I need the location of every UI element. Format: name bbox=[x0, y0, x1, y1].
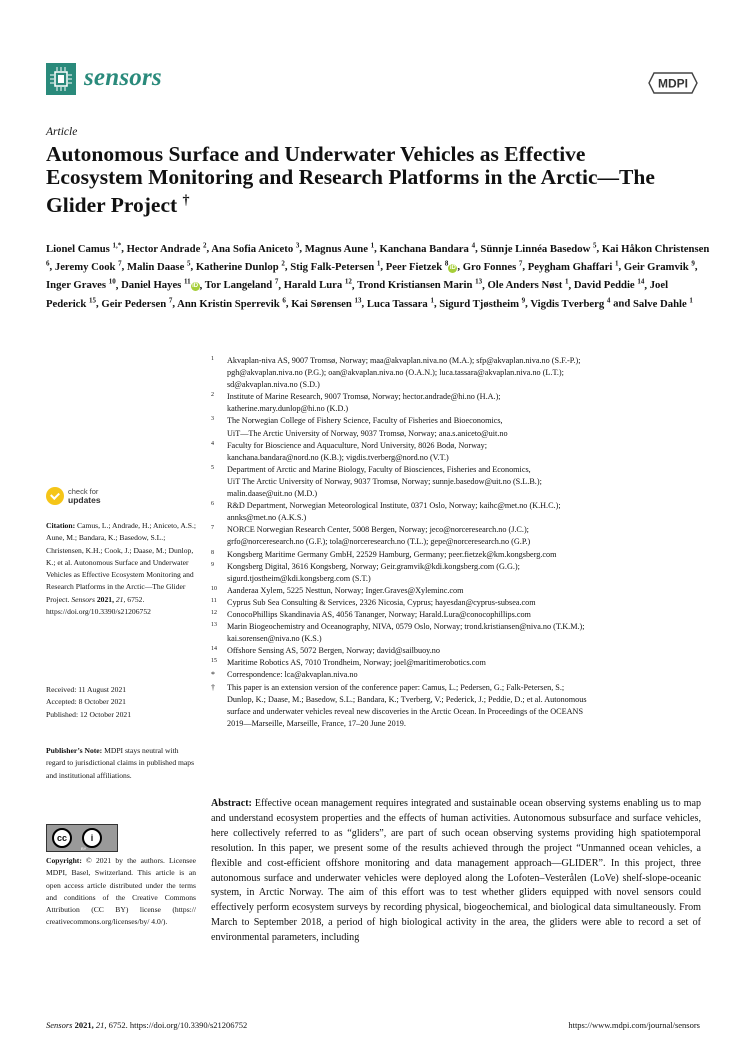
author-name: Peygham Ghaffari $^1$ bbox=[527, 259, 619, 273]
check-updates-icon bbox=[46, 487, 64, 505]
author-name: David Peddie $^{14}$ bbox=[573, 277, 645, 292]
author-name: Kai Håkon Christensen $^6$ bbox=[46, 242, 710, 268]
citation-doi-link[interactable]: https://doi.org/10.3390/s21206752 bbox=[46, 607, 151, 617]
author-name: Ann Kristin Sperrevik $^6$ bbox=[177, 296, 286, 310]
author-name: Jeremy Cook $^7$ bbox=[54, 259, 122, 273]
author-name: Harald Lura $^{12}$ bbox=[283, 277, 352, 292]
orcid-icon[interactable]: iD bbox=[192, 283, 199, 290]
affiliation-item: 7 NORCE Norwegian Research Center, 5008 Bergen, Norway; jeco@norceresearch.no (J.C.); grfo@norceresearch.no (G.F.); tola@norceresearch.no (T.L.); gepe@norceresearch.no (G.P.) bbox=[211, 525, 531, 547]
publisher-logo bbox=[648, 71, 698, 95]
author-name: Ana Sofia Aniceto $^3$ bbox=[211, 241, 300, 255]
author-name: Gro Fonnes $^7$ bbox=[462, 259, 523, 273]
author-name: Stig Falk-Petersen $^1$ bbox=[290, 259, 381, 273]
affiliation-item: 14 Offshore Sensing AS, 5072 Bergen, Norway; david@sailbuoy.no bbox=[211, 646, 440, 656]
author-name: Tor Langeland $^7$ bbox=[204, 277, 279, 292]
article-type: Article bbox=[46, 126, 78, 138]
affiliation-item: * Correspondence: lca@akvaplan.niva.no bbox=[211, 670, 358, 680]
affiliation-item: 10 Aanderaa Xylem, 5225 Nesttun, Norway; Inger.Graves@Xyleminc.com bbox=[211, 585, 464, 595]
abstract: Abstract: Effective ocean management requires integrated and sustainable ocean observing systems enabling us to map and understand ecosystem properties and the effects of human activities. Autonomous subsurface and surface vehicles, here collectively referred to as “gliders”, are part of such ocean observing systems providing high spatiotemporal resolution. In this paper, we present some of the results achieved through the project “Unmanned ocean vehicles, a flexible and cost-efficient offshore monitoring and data management approach—GLIDER”. In this project, three autonomous surface and underwater vehicles were deployed along the Lofoten–Vesterålen (LoVe) shelf-slope-oceanic system, in Arctic Norway. The aim of this effort was to test whether gliders equipped with novel sensors could effectively perform ecosystem surveys by recording physical, biogeochemical, and biological data simultaneously. From March to September 2018, a period of high biological activity in the area, the gliders were able to record a set of environmental parameters, including bbox=[211, 798, 701, 944]
author-name: Peer Fietzek $^8$iD bbox=[385, 259, 456, 273]
author-name: Trond Kristiansen Marin $^{13}$ bbox=[357, 277, 483, 292]
author-and: and bbox=[613, 297, 631, 310]
author-name: Sünnje Linnéa Basedow $^5$ bbox=[480, 241, 597, 255]
cc-icon: cc bbox=[52, 828, 72, 848]
copyright-notice: Copyright: © 2021 by the authors. Licensee MDPI, Basel, Switzerland. This article is an open access article distributed under the terms and conditions of the Creative Commons Attribution (CC BY) license (https:// creativecommons.org/licenses/by/ 4.0/). bbox=[46, 856, 196, 927]
author-name: Salve Dahle $^1$ bbox=[632, 296, 693, 310]
author-name: Vigdis Tverberg $^4$ bbox=[530, 296, 611, 310]
publication-dates: Received: 11 August 2021 Accepted: 8 October 2021 Published: 12 October 2021 bbox=[46, 685, 131, 719]
author-name: Magnus Aune $^1$ bbox=[304, 241, 375, 255]
author-name: Ole Anders Nøst $^1$ bbox=[487, 277, 569, 292]
attribution-icon: i bbox=[82, 828, 102, 848]
citation-block: Citation: Camus, L.; Andrade, H.; Aniceto, A.S.; Aune, M.; Bandara, K.; Basedow, S.L.; Christensen, K.H.; Cook, J.; Daase, M.; Dunlop, K.; et al. Autonomous Surface and Underwater Vehicles as Effective Ecosystem Monitoring and Research Platforms in the Arctic—The Glider Project. Sensors 2021, 21, 6752. https://doi.org/10.3390/s21206752 bbox=[46, 521, 196, 617]
cc-by-license-badge[interactable]: cc i BY bbox=[46, 824, 118, 852]
author-name: Geir Gramvik $^9$ bbox=[623, 259, 695, 273]
affiliation-item: 9 Kongsberg Digital, 3616 Kongsberg, Norway; Geir.gramvik@kdi.kongsberg.com (G.G.); sigurd.tjostheim@kdi.kongsberg.com (S.T.) bbox=[211, 561, 520, 583]
author-name: Lionel Camus $^{1,*}$ bbox=[46, 241, 122, 255]
footer-citation: Sensors 2021, 21, 6752. https://doi.org/10.3390/s21206752 bbox=[46, 1020, 248, 1030]
author-name: Geir Pedersen $^7$ bbox=[101, 296, 173, 310]
affiliation-item: 15 Maritime Robotics AS, 7010 Trondheim, Norway; joel@maritimerobotics.com bbox=[211, 658, 486, 668]
author-name: Hector Andrade $^2$ bbox=[126, 241, 207, 255]
affiliation-item: 6 R&D Department, Norwegian Meteorological Institute, 0371 Oslo, Norway; kaihc@met.no (K.H.C.); annks@met.no (A.K.S.) bbox=[211, 501, 561, 523]
affiliation-item: 12 ConocoPhillips Skandinavia AS, 4056 Tananger, Norway; Harald.Lura@conocophillips.com bbox=[211, 609, 531, 619]
author-list: Lionel Camus $^{1,*}$, Hector Andrade $^2$, Ana Sofia Aniceto $^3$, Magnus Aune $^1$, Kanchana Bandara $^4$, Sünnje Linnéa Basedow $^5$, Kai Håkon Christensen $^6$, Jeremy Cook $^7$, Malin Daase $^5$, Katherine Dunlop $^2$, Stig Falk-Petersen $^1$, Peer Fietzek $^8$iD , Gro Fonnes $^7$, Peygham Ghaffari $^1$, Geir Gramvik $^9$, Inger Graves $^{10}$, Daniel Hayes $^{11}$iD , Tor Langeland $^7$, Harald Lura $^{12}$, Trond Kristiansen Marin $^{13}$, Ole Anders Nøst $^1$, David Peddie $^{14}$, Joel Pederick $^{15}$, Geir Pedersen $^7$, Ann Kristin Sperrevik $^6$, Kai Sørensen $^{13}$, Luca Tassara $^1$, Sigurd Tjøstheim $^9$, Vigdis Tverberg $^4$ and Salve Dahle $^1$ bbox=[46, 241, 710, 310]
author-name: Luca Tassara $^1$ bbox=[366, 296, 434, 310]
publisher-note: Publisher’s Note: MDPI stays neutral with regard to jurisdictional claims in published maps and institutional affiliations. bbox=[46, 746, 195, 780]
affiliation-item: 8 Kongsberg Maritime Germany GmbH, 22529 Hamburg, Germany; peer.fietzek@km.kongsberg.com bbox=[211, 549, 557, 559]
affiliation-item: 5 Department of Arctic and Marine Biology, Faculty of Biosciences, Fisheries and Economics, UiT The Arctic University of Norway, 9037 Tromsø, Norway; sunnje.basedow@uit.no (S.L.B.); malin.daase@uit.no (M.D.) bbox=[211, 464, 542, 499]
affiliation-item: † This paper is an extension version of the conference paper: Camus, L.; Pedersen, G.; Falk-Petersen, S.; Dunlop, K.; Daase, M.; Basedow, S.L.; Bandara, K.; Tverberg, V.; Pederick, J.; Peddie, D.; et al. Autonomous surface and underwater vehicles reveal new discoveries in the Arctic Ocean. In Proceedings of the OCEANS 2019—Marseille, Marseille, France, 17–20 June 2019. bbox=[211, 682, 587, 728]
orcid-icon[interactable]: iD bbox=[449, 264, 456, 271]
author-name: Kai Sørensen $^{13}$ bbox=[291, 296, 362, 310]
journal-name: sensors bbox=[84, 64, 162, 91]
journal-logo-icon bbox=[46, 63, 76, 95]
author-name: Inger Graves $^{10}$ bbox=[46, 277, 116, 292]
affiliation-item: 13 Marin Biogeochemistry and Oceanography, NIVA, 0579 Oslo, Norway; trond.kristiansen@niva.no (T.K.M.); kai.sorensen@niva.no (K.S.) bbox=[211, 622, 585, 644]
affiliation-item: 4 Faculty for Bioscience and Aquaculture, Nord University, 8026 Bodø, Norway; kanchana.bandara@nord.no (K.B.); vigdis.tverberg@nord.no (V.T.) bbox=[211, 440, 488, 462]
affiliation-item: 1 Akvaplan-niva AS, 9007 Tromsø, Norway; maa@akvaplan.niva.no (M.A.); sfp@akvaplan.niva.no (S.F.-P.); pgh@akvaplan.niva.no (P.G.); oan@akvaplan.niva.no (O.A.N.); luca.tassara@akvaplan.niva.no (L.T.); sd@akvaplan.niva.no (S.D.) bbox=[211, 356, 581, 390]
author-name: Daniel Hayes $^{11}$iD bbox=[121, 277, 199, 292]
affiliation-list bbox=[211, 355, 711, 730]
author-name: Sigurd Tjøstheim $^9$ bbox=[439, 296, 526, 310]
author-name: Katherine Dunlop $^2$ bbox=[195, 259, 285, 273]
author-name: Malin Daase $^5$ bbox=[127, 259, 191, 273]
svg-text:MDPI: MDPI bbox=[658, 76, 688, 91]
affiliation-item: 2 Institute of Marine Research, 9007 Tromsø, Norway; hector.andrade@hi.no (H.A.); katherine.mary.dunlop@hi.no (K.D.) bbox=[211, 392, 501, 414]
affiliation-item: 3 The Norwegian College of Fishery Science, Faculty of Fisheries and Bioeconomics, UiT—The Arctic University of Norway, 9037 Tromsø, Norway; ana.s.aniceto@uit.no bbox=[211, 416, 508, 438]
author-name: Kanchana Bandara $^4$ bbox=[379, 241, 476, 255]
affiliation-item: 11 Cyprus Sub Sea Consulting & Services, 2326 Nicosia, Cyprus; hayesdan@cyprus-subsea.com bbox=[211, 597, 536, 607]
footer-journal-url[interactable]: https://www.mdpi.com/journal/sensors bbox=[568, 1020, 700, 1030]
author-name: Joel Pederick $^{15}$ bbox=[46, 279, 669, 310]
page-title: Autonomous Surface and Underwater Vehicles as Effective Ecosystem Monitoring and Research Platforms in the Arctic—The Glider Project † bbox=[46, 142, 655, 218]
